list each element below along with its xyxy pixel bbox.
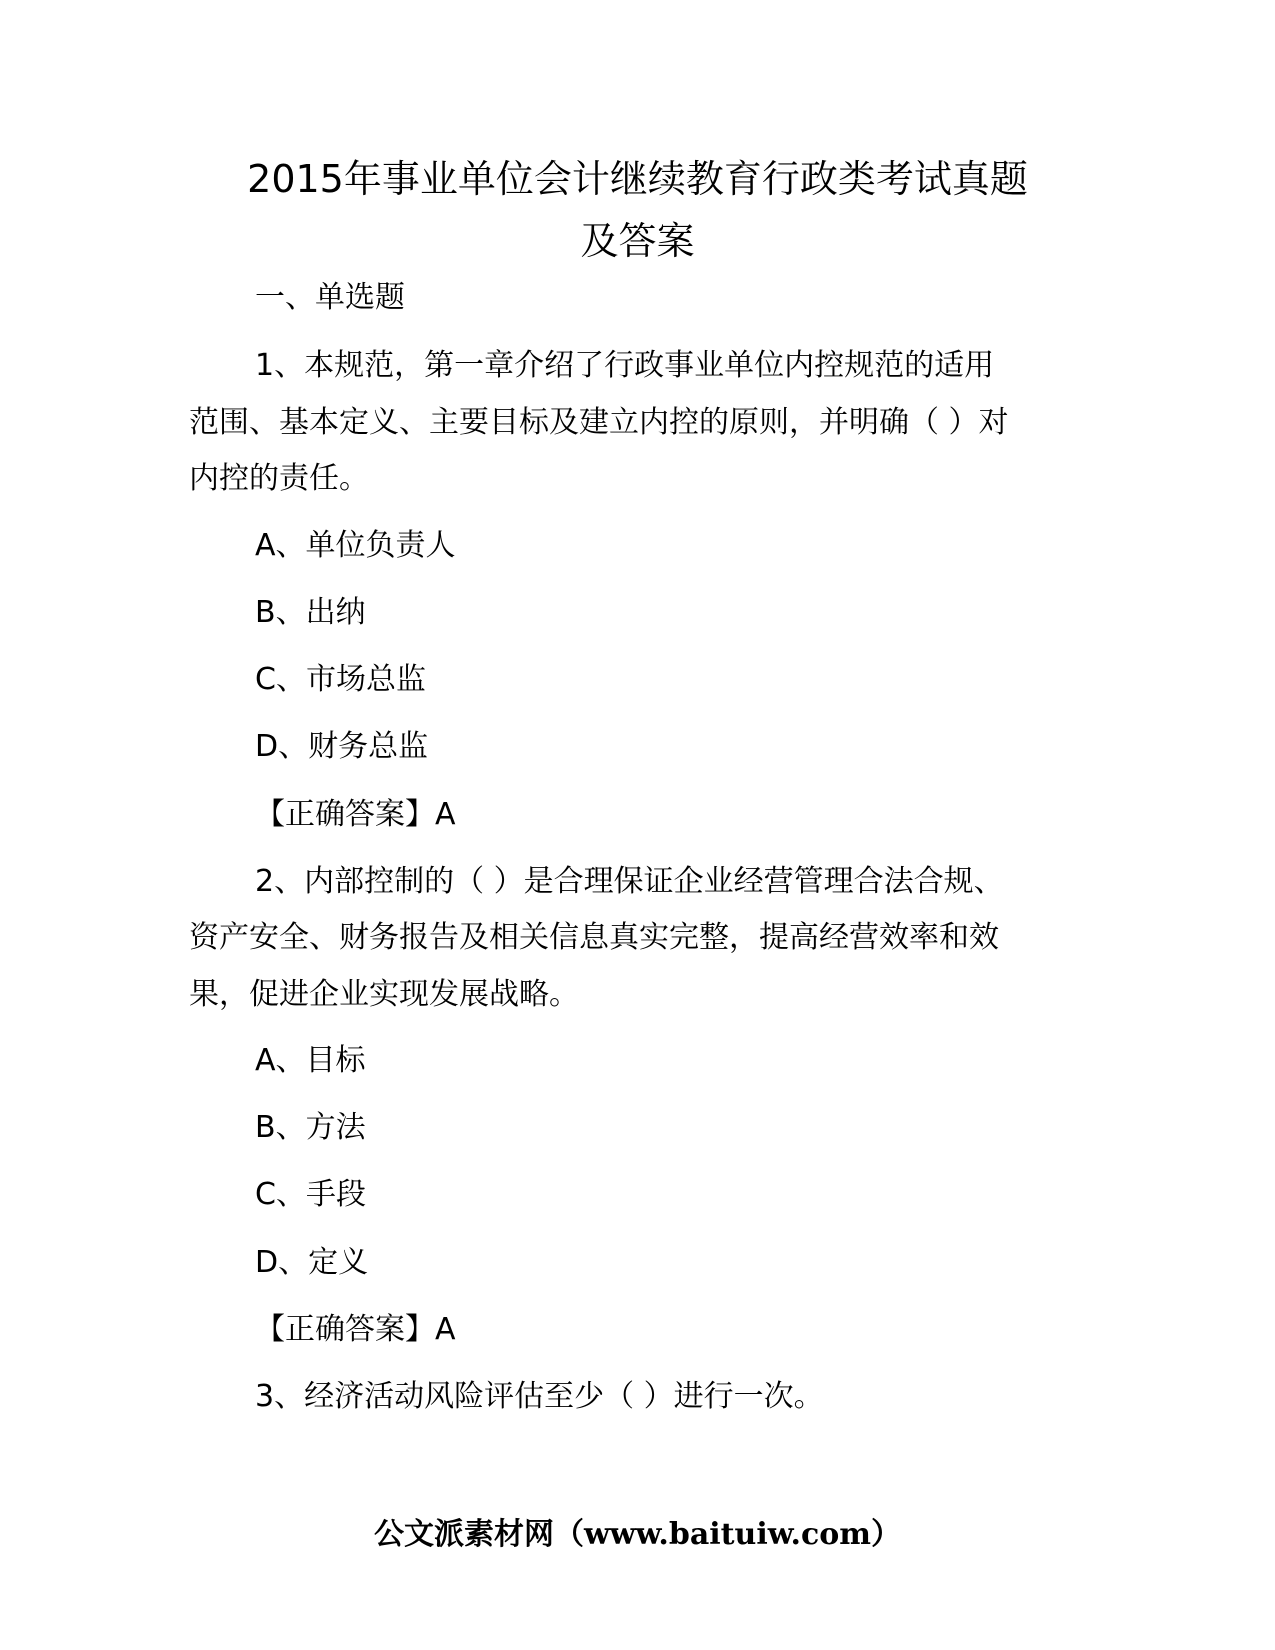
question-1-answer: 【正确答案】A [255, 797, 456, 832]
question-1-text-line-1: 1、本规范，第一章介绍了行政事业单位内控规范的适用 [255, 348, 995, 383]
footer-watermark: 公文派素材网（www.baituiw.com） [373, 1517, 902, 1552]
question-2-text-line-2: 资产安全、财务报告及相关信息真实完整，提高经营效率和效 [189, 920, 999, 955]
question-2-text-line-1: 2、内部控制的（ ）是合理保证企业经营管理合法合规、 [255, 864, 1004, 899]
document-title-line-1: 2015年事业单位会计继续教育行政类考试真题 [247, 157, 1028, 201]
question-1-option-d: D、财务总监 [255, 729, 429, 764]
question-2-answer: 【正确答案】A [255, 1312, 456, 1347]
question-1-text-line-3: 内控的责任。 [189, 461, 369, 496]
question-2-option-b: B、方法 [255, 1110, 366, 1145]
question-3-text-line-1: 3、经济活动风险评估至少（ ）进行一次。 [255, 1379, 824, 1414]
document-title-line-2: 及答案 [580, 219, 695, 263]
question-1-option-b: B、出纳 [255, 595, 366, 630]
question-1-option-c: C、市场总监 [255, 662, 426, 697]
section-heading: 一、单选题 [255, 280, 405, 315]
question-2-text-line-3: 果，促进企业实现发展战略。 [189, 977, 579, 1012]
question-2-option-d: D、定义 [255, 1245, 369, 1280]
question-1-text-line-2: 范围、基本定义、主要目标及建立内控的原则，并明确（ ）对 [189, 405, 1009, 440]
question-2-option-c: C、手段 [255, 1177, 366, 1212]
question-2-option-a: A、目标 [255, 1043, 366, 1078]
question-1-option-a: A、单位负责人 [255, 528, 456, 563]
